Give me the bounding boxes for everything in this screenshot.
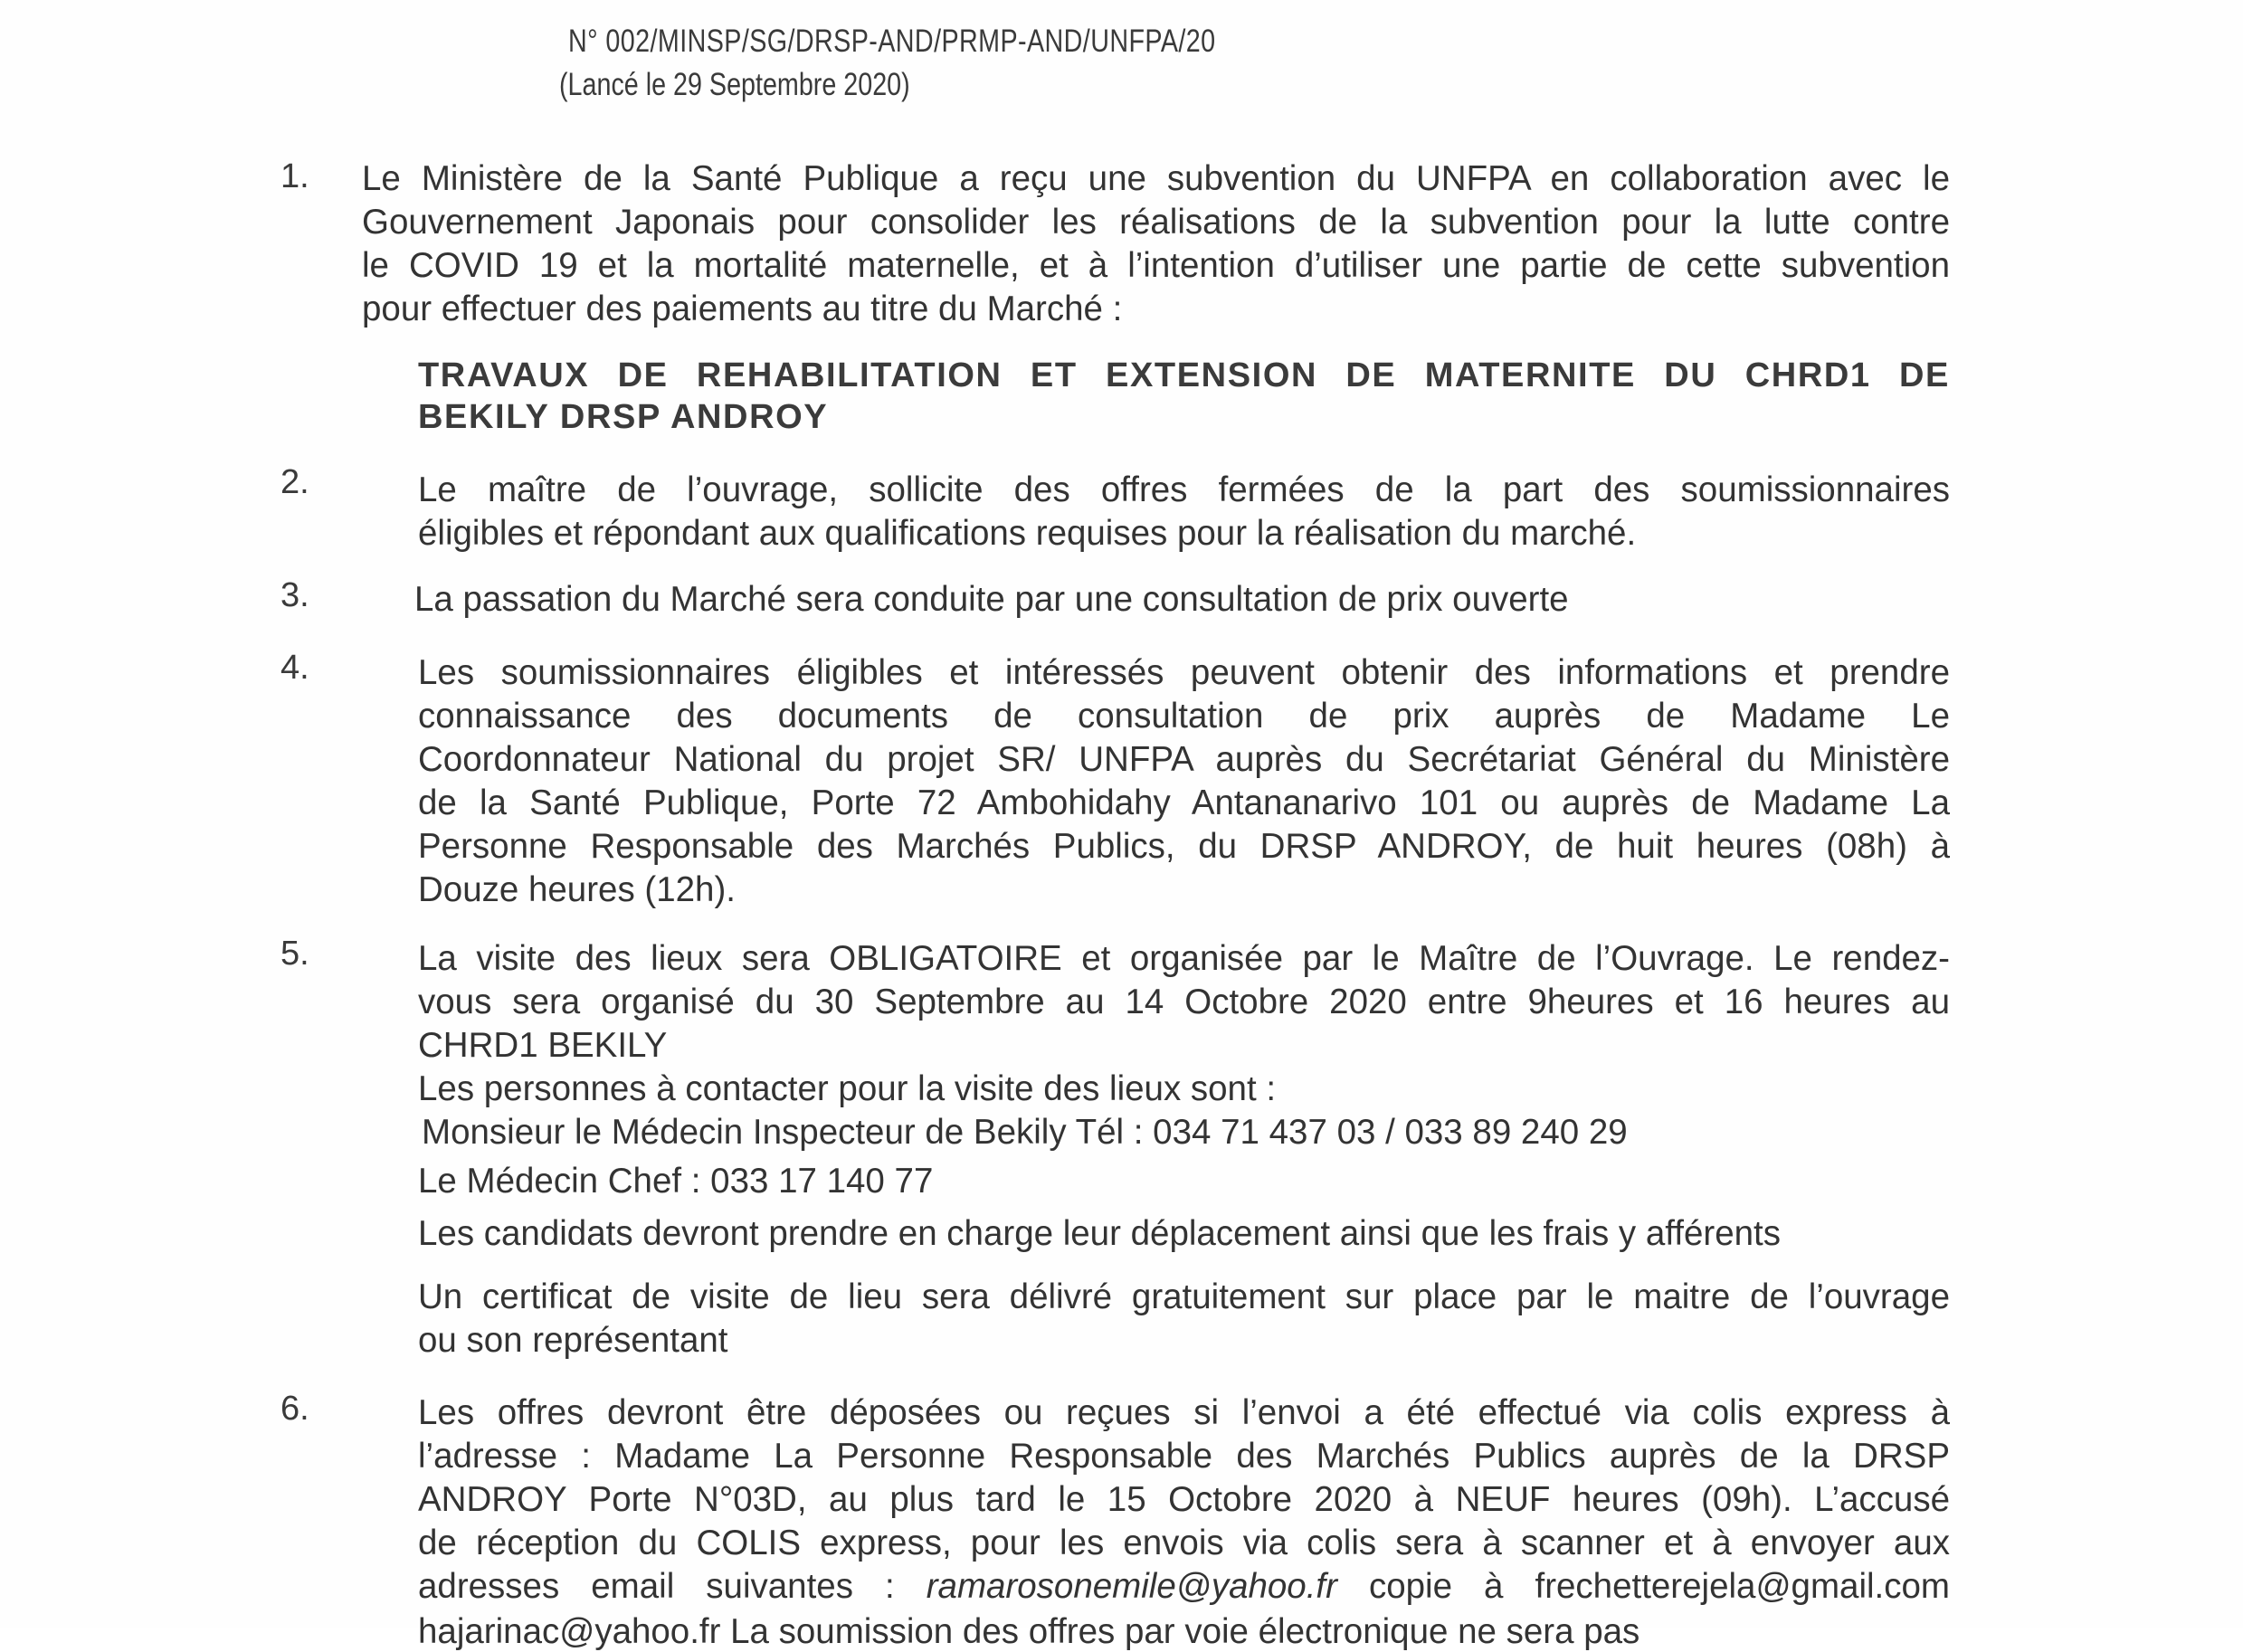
item-6-line: l’adresse : Madame La Personne Responsable des Marchés Publics auprès de la DRSP — [418, 1437, 1950, 1476]
item-3-text: La passation du Marché sera conduite par une consultation de prix ouverte — [414, 580, 1569, 619]
item-number-3: 3. — [280, 576, 309, 614]
contract-title-line: BEKILY DRSP ANDROY — [418, 398, 829, 436]
item-6-email-line — [418, 1565, 1950, 1609]
certificate-line: Un certificat de visite de lieu sera délivré gratuitement sur place par le maitre de l’ouvrage — [418, 1277, 1950, 1316]
item-5-line: vous sera organisé du 30 Septembre au 14 Octobre 2020 entre 9heures et 16 heures au — [418, 983, 1950, 1021]
item-1-line: le COVID 19 et la mortalité maternelle, et à l’intention d’utiliser une partie de cette subvention — [362, 246, 1950, 285]
item-number-6: 6. — [280, 1390, 309, 1428]
item-4-line: de la Santé Publique, Porte 72 Ambohidahy Antananarivo 101 ou auprès de Madame La — [418, 783, 1950, 822]
item-5-text — [418, 937, 1950, 1068]
item-2-line: éligibles et répondant aux qualifications requises pour la réalisation du marché. — [418, 514, 1637, 553]
reference-number: N° 002/MINSP/SG/DRSP-AND/PRMP-AND/UNFPA/20 — [568, 24, 1216, 59]
item-number-2: 2. — [280, 463, 309, 501]
item-4-line: Douze heures (12h). — [418, 870, 736, 909]
item-1-line: Gouvernement Japonais pour consolider les réalisations de la subvention pour la lutte contre — [362, 203, 1950, 242]
item-2-line: Le maître de l’ouvrage, sollicite des offres fermées de la part des soumissionnaires — [418, 470, 1950, 509]
item-6-truncated-line: hajarinac@yahoo.fr La soumission des offres par voie électronique ne sera pas — [418, 1612, 1640, 1651]
item-2-text — [418, 469, 1950, 555]
item-number-4: 4. — [280, 649, 309, 687]
email-prefix: adresses email suivantes : — [418, 1567, 927, 1606]
certificate-line: ou son représentant — [418, 1321, 728, 1360]
contact-medecin-chef: Le Médecin Chef : 033 17 140 77 — [418, 1162, 934, 1201]
contract-title-line: TRAVAUX DE REHABILITATION ET EXTENSION DE MATERNITE DU CHRD1 DE — [418, 356, 1950, 394]
travel-note: Les candidats devront prendre en charge leur déplacement ainsi que les frais y afférents — [418, 1214, 1781, 1253]
item-number-1: 1. — [280, 157, 309, 195]
launch-date: (Lancé le 29 Septembre 2020) — [559, 67, 910, 102]
item-4-line: connaissance des documents de consultation de prix auprès de Madame Le — [418, 697, 1950, 736]
item-6-line: Les offres devront être déposées ou reçues si l’envoi a été effectué via colis express à — [418, 1393, 1950, 1432]
item-5-line: CHRD1 BEKILY — [418, 1026, 668, 1065]
item-number-5: 5. — [280, 935, 309, 973]
item-6-line: de réception du COLIS express, pour les envois via colis sera à scanner et à envoyer aux — [418, 1524, 1950, 1562]
item-6-line: ANDROY Porte N°03D, au plus tard le 15 Octobre 2020 à NEUF heures (09h). L’accusé — [418, 1480, 1950, 1519]
item-1-line: Le Ministère de la Santé Publique a reçu une subvention du UNFPA en collaboration avec le — [362, 159, 1950, 198]
item-1-text — [362, 157, 1950, 331]
item-4-line: Coordonnateur National du projet SR/ UNFPA auprès du Secrétariat Général du Ministère — [418, 740, 1950, 779]
email-ramarosonemile[interactable]: ramarosonemile@yahoo.fr — [926, 1567, 1337, 1606]
item-6-text — [418, 1391, 1950, 1609]
contacts-intro: Les personnes à contacter pour la visite des lieux sont : — [418, 1069, 1277, 1108]
contract-title — [418, 355, 1950, 438]
certificate-note — [418, 1276, 1950, 1362]
item-4-text — [418, 651, 1950, 912]
item-4-line: Personne Responsable des Marchés Publics, du DRSP ANDROY, de huit heures (08h) à — [418, 827, 1950, 866]
item-4-line: Les soumissionnaires éligibles et intéressés peuvent obtenir des informations et prendre — [418, 653, 1950, 692]
item-1-line: pour effectuer des paiements au titre du Marché : — [362, 290, 1123, 328]
contact-medecin-inspecteur: Monsieur le Médecin Inspecteur de Bekily Tél : 034 71 437 03 / 033 89 240 29 — [422, 1113, 1628, 1152]
email-copy-frechetterejela[interactable]: copie à frechetterejela@gmail.com — [1336, 1567, 1950, 1606]
item-5-line: La visite des lieux sera OBLIGATOIRE et organisée par le Maître de l’Ouvrage. Le rendez- — [418, 939, 1950, 978]
